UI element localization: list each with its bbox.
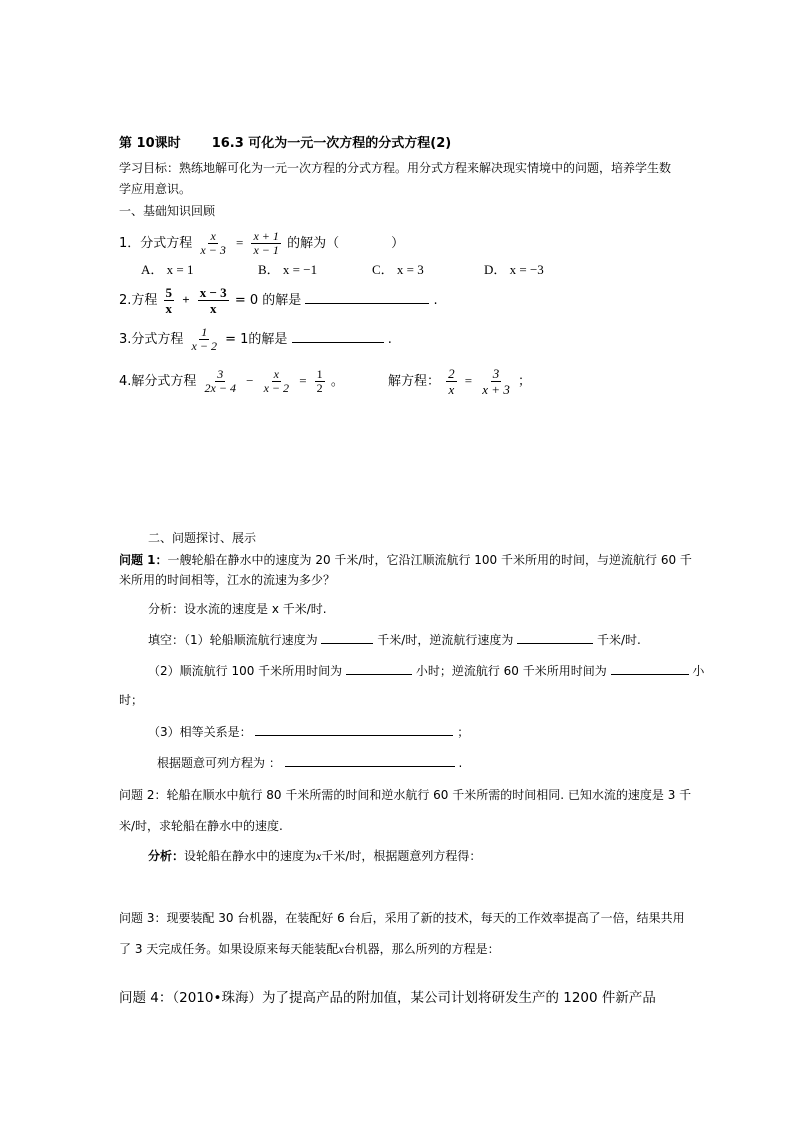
q2-end: . [433, 293, 438, 308]
q2-f1-numerator: 5 [165, 285, 173, 300]
fill1-blank-2[interactable] [517, 631, 593, 644]
problem-3-line-2 [119, 941, 500, 957]
problem-2-line-1: 问题 2：轮船在顺水中航行 80 千米所需的时间和逆水航行 60 千米所需的时间相同. 已知水流的速度是 3 千 [119, 788, 692, 802]
q4-minus: − [246, 373, 254, 388]
problem-3-text-b: 台机器，那么所列的方程是： [343, 942, 500, 956]
problem-1-fill-1 [148, 631, 641, 648]
q2-rest: = 0 的解是 [234, 293, 302, 308]
fill2-blank-1[interactable] [346, 662, 412, 675]
q1-fraction-1 [198, 230, 227, 257]
q2-f2-denominator: x [209, 301, 217, 316]
problem-2-analysis-label: 分析： [148, 849, 185, 863]
q4b-f1-numerator: 2 [448, 366, 455, 381]
q1-f1-numerator: x [210, 229, 216, 243]
q4-prefix: 4.解分式方程 [119, 374, 197, 389]
problem-1-line-2: 米所用的时间相等，江水的流速为多少？ [119, 573, 336, 587]
q4b-f2-denominator: x + 3 [482, 382, 510, 397]
fill2-text-c: 小 [692, 664, 705, 678]
q2-fraction-2 [198, 285, 229, 316]
q4b-prefix: 解方程： [388, 374, 441, 389]
q2-f1-denominator: x [165, 301, 173, 316]
q4b-fraction-2 [480, 366, 512, 397]
lesson-title [119, 136, 451, 152]
q3-fraction [190, 326, 219, 353]
fill4-blank[interactable] [285, 754, 455, 767]
problem-1-line-1 [119, 552, 692, 568]
q4-f1-numerator: 3 [217, 367, 224, 381]
problem-2-analysis-a: 设轮船在静水中的速度为 [184, 849, 317, 863]
q4b-equals: = [464, 373, 473, 388]
q4b-fraction-1 [446, 366, 457, 397]
q3-numerator: 1 [201, 325, 208, 339]
q1-equals: = [236, 235, 244, 250]
q4-fraction-1 [203, 368, 238, 395]
problem-2-analysis [148, 848, 481, 864]
q1-f1-denominator: x − 3 [200, 243, 226, 257]
question-3 [119, 323, 392, 357]
q1-prefix: 1．分式方程 [119, 236, 193, 251]
fill3-text-b: ； [457, 725, 470, 739]
q3-end: . [387, 332, 392, 347]
problem-3-text-a: 了 3 天完成任务。如果设原来每天能装配 [119, 942, 339, 956]
question-1 [119, 226, 404, 261]
q2-plus: + [182, 292, 190, 307]
q4-f3-denominator: 2 [316, 381, 323, 395]
q1-suffix: 的解为（ ） [287, 236, 405, 251]
fill2-text-a: （2）顺流航行 100 千米所用时间为 [148, 664, 343, 678]
fill1-text-c: 千米/时. [597, 633, 641, 647]
q4b-f1-denominator: x [448, 382, 455, 397]
objective-line-2: 学应用意识。 [119, 182, 192, 196]
fill1-blank-1[interactable] [321, 631, 373, 644]
q1-option-d: D． x = −3 [484, 262, 544, 277]
fill1-text-b: 千米/时，逆流航行速度为 [377, 633, 514, 647]
problem-2-analysis-var: x [316, 849, 322, 863]
q2-f2-numerator: x − 3 [199, 285, 227, 300]
q1-f2-denominator: x − 1 [253, 243, 279, 257]
problem-1-fill-3 [148, 723, 469, 740]
problem-1-text-1: 一艘轮船在静水中的速度为 20 千米/时，它沿江顺流航行 100 千米所用的时间，与逆流航行 60 千 [167, 553, 692, 567]
q3-prefix: 3.分式方程 [119, 332, 184, 347]
q4-f2-denominator: x − 2 [263, 381, 290, 395]
lesson-number: 第 10课时 [119, 136, 181, 151]
fill4-text-b: . [458, 756, 463, 770]
q4-f2-numerator: x [273, 367, 279, 381]
q4-f1-denominator: 2x − 4 [204, 381, 236, 395]
q2-prefix: 2.方程 [119, 293, 158, 308]
problem-1-label: 问题 1： [119, 553, 168, 567]
q1-option-b: B． x = −1 [258, 262, 318, 277]
problem-4-line-1: 问题 4：（2010•珠海）为了提高产品的附加值，某公司计划将研发生产的 1200 件新产品 [119, 990, 656, 1006]
fill4-text-a: 根据题意可列方程为 ： [157, 756, 281, 770]
problem-1-fill-2 [148, 662, 704, 679]
problem-2-analysis-b: 千米/时，根据题意列方程得： [321, 849, 482, 863]
q4-f3-numerator: 1 [316, 367, 323, 381]
q4-end: 。 [330, 374, 344, 389]
problem-1-fill-4 [157, 754, 462, 771]
problem-3-line-1: 问题 3：现要装配 30 台机器，在装配好 6 台后，采用了新的技术，每天的工作效率提高了一倍，结果共用 [119, 911, 685, 925]
fill2-blank-2[interactable] [611, 662, 689, 675]
question-4 [119, 362, 344, 401]
part1-heading: 一、基础知识回顾 [119, 204, 216, 218]
q4b-end: ； [517, 374, 531, 389]
fill3-blank[interactable] [255, 723, 453, 736]
problem-2-line-2: 米/时，求轮船在静水中的速度. [119, 819, 283, 833]
q4-fraction-2 [262, 368, 291, 395]
q4-fraction-3 [315, 368, 325, 395]
q1-fraction-2 [251, 230, 280, 257]
q3-rest: = 1的解是 [225, 332, 288, 347]
q4b-f2-numerator: 3 [492, 366, 500, 381]
q1-option-a: A． x = 1 [141, 262, 194, 277]
fill2-text-b: 小时；逆流航行 60 千米所用时间为 [415, 664, 607, 678]
section-title: 16.3 可化为一元一次方程的分式方程(2) [211, 136, 452, 151]
q1-f2-numerator: x + 1 [253, 229, 279, 243]
q3-answer-blank[interactable] [292, 330, 384, 343]
part2-heading: 二、问题探讨、展示 [148, 531, 257, 545]
q2-fraction-1 [164, 285, 175, 316]
problem-1-fill-2-cont: 时； [119, 693, 144, 707]
problem-1-analysis: 分析：设水流的速度是 x 千米/时. [148, 602, 327, 616]
q1-option-c: C． x = 3 [372, 262, 424, 277]
q4-equals: = [299, 373, 307, 388]
problem-3-var: x [338, 942, 344, 956]
question-4b [388, 361, 531, 402]
q2-answer-blank[interactable] [305, 291, 429, 304]
fill3-text-a: （3）相等关系是： [148, 725, 252, 739]
fill1-text-a: 填空：（1）轮船顺流航行速度为 [148, 633, 318, 647]
q3-denominator: x − 2 [191, 339, 217, 353]
objective-line-1: 学习目标：熟练地解可化为一元一次方程的分式方程。用分式方程来解决现实情境中的问题，培养学生数 [119, 161, 672, 175]
question-2 [119, 282, 438, 319]
